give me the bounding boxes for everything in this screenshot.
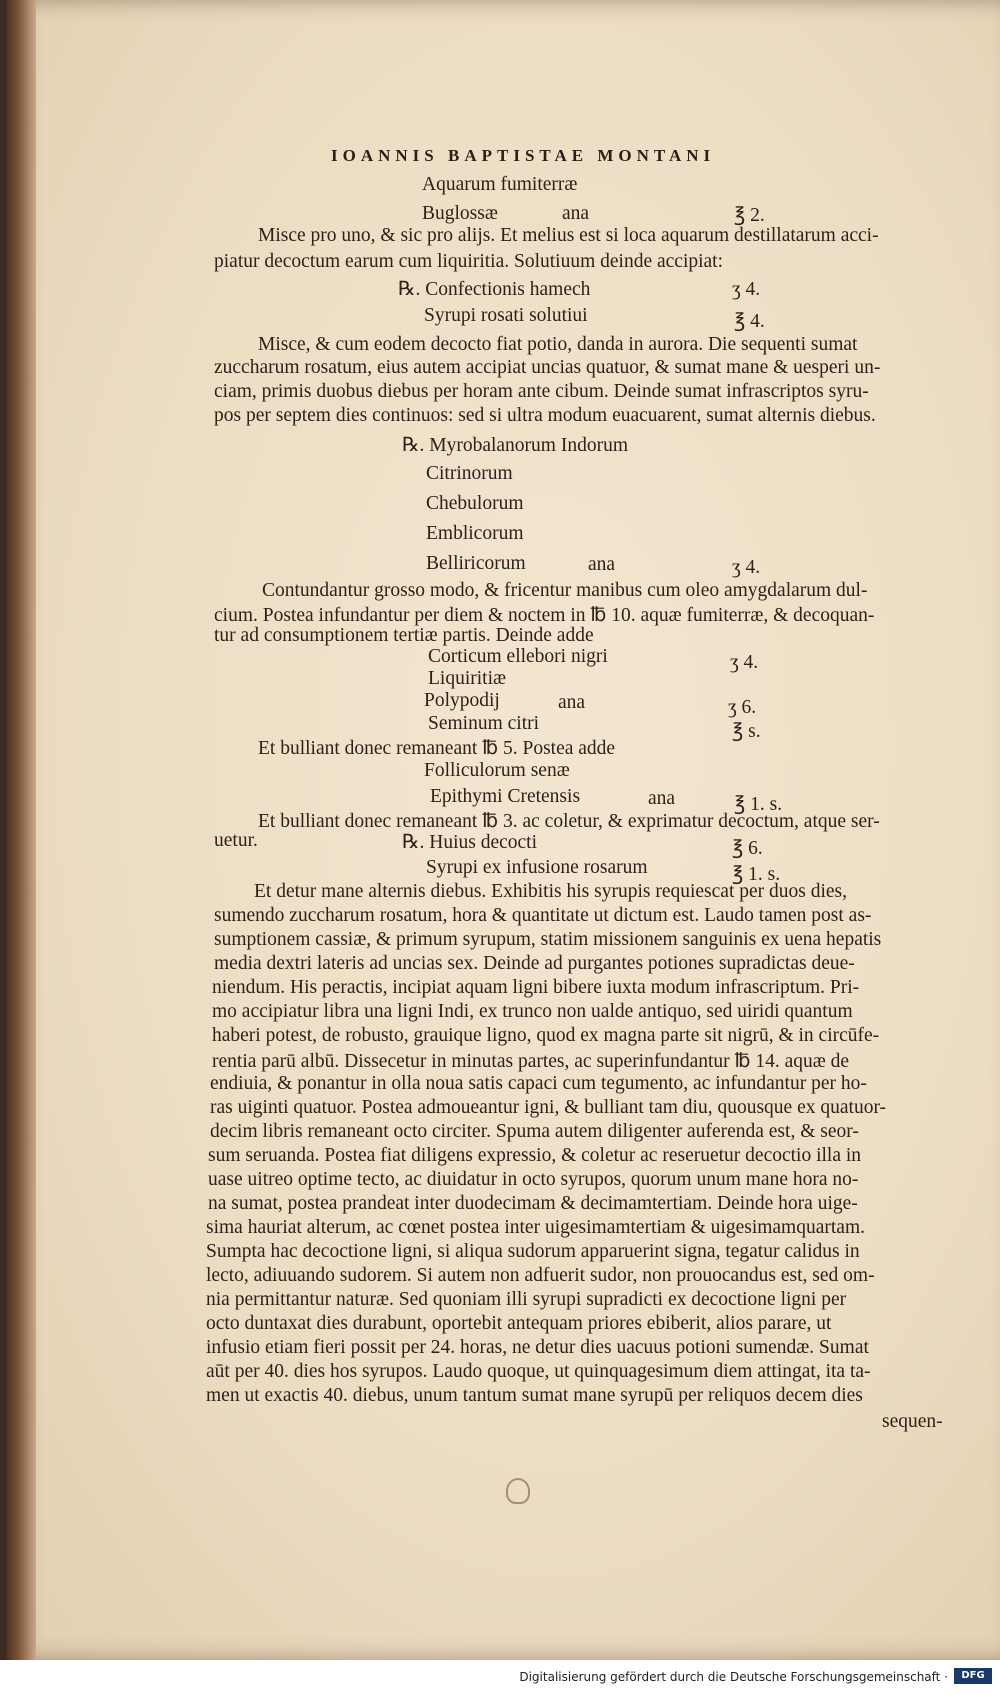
recipe-item: Polypodij bbox=[424, 690, 500, 711]
dfg-logo: DFG bbox=[954, 1668, 992, 1684]
recipe-item: Syrupi rosati solutiui bbox=[424, 305, 588, 326]
running-head: IOANNIS BAPTISTAE MONTANI bbox=[331, 146, 716, 165]
text-line: lecto, adiuuando sudorem. Si autem non adfuerit sudor, non prouocandus est, sed om- bbox=[206, 1265, 875, 1286]
text-line: na sumat, postea prandeat inter duodecimam & decimamtertiam. Deinde hora uige- bbox=[208, 1193, 858, 1214]
text-line: endiuia, & ponantur in olla noua satis capaci cum tegumento, ac infundantur per ho- bbox=[210, 1073, 867, 1094]
recipe-dose: ℥ 6. bbox=[732, 838, 763, 859]
printer-ornament bbox=[506, 1478, 530, 1504]
text-line: aūt per 40. dies hos syrupos. Laudo quoque, ut quinquagesimum diem attingat, ita ta- bbox=[206, 1361, 871, 1382]
recipe-item: Epithymi Cretensis bbox=[430, 786, 581, 807]
recipe-item: Aquarum fumiterræ bbox=[422, 174, 578, 195]
recipe-item: ℞. Huius decocti bbox=[402, 832, 537, 853]
text-line: sum seruanda. Postea fiat diligens expressio, & coletur ac reseruetur decoctio illa in bbox=[208, 1145, 862, 1166]
recipe-dose: ℥ 1. s. bbox=[732, 864, 781, 885]
text-line: sumptionem cassiæ, & primum syrupum, statim missionem sanguinis ex uena hepatis bbox=[214, 929, 882, 950]
recipe-dose: ℥ 1. s. bbox=[734, 794, 783, 815]
recipe-item: Corticum ellebori nigri bbox=[428, 646, 608, 667]
recipe-item: ℞. Myrobalanorum Indorum bbox=[402, 435, 628, 456]
text-line: media dextri lateris ad uncias sex. Deinde ad purgantes potiones supradictas deue- bbox=[214, 953, 855, 974]
text-line: infusio etiam fieri possit per 24. horas, ne detur dies uacuus potioni sumendæ. Sumat bbox=[206, 1337, 869, 1358]
text-line: nia permittantur naturæ. Sed quoniam illi syrupi supradicti ex decoctione ligni per bbox=[206, 1289, 847, 1310]
recipe-dose: ℥ 2. bbox=[734, 205, 765, 226]
text-line: men ut exactis 40. diebus, unum tantum sumat mane syrupū per reliquos decem dies bbox=[206, 1385, 863, 1406]
recipe-dose: ʒ 4. bbox=[732, 279, 761, 300]
recipe-item: Folliculorum senæ bbox=[424, 760, 570, 781]
text-line: sima hauriat alterum, ac cœnet postea inter uigesimamtertiam & uigesimamquartam. bbox=[206, 1217, 865, 1238]
recipe-dose: ʒ 4. bbox=[730, 652, 759, 673]
recipe-item: Belliricorum bbox=[426, 553, 526, 574]
text-line: uetur. bbox=[214, 830, 258, 851]
text-line: mo accipiatur libra una ligni Indi, ex trunco non ualde antiquo, sed uiridi quantum bbox=[212, 1001, 853, 1022]
text-line: sumendo zuccharum rosatum, hora & quantitate ut dictum est. Laudo tamen post as- bbox=[214, 905, 872, 926]
text-line: Et detur mane alternis diebus. Exhibitis his syrupis requiescat per duos dies, bbox=[254, 881, 848, 902]
text-line: Et bulliant donec remaneant ℔ 5. Postea adde bbox=[258, 738, 616, 759]
recipe-item: Seminum citri bbox=[428, 713, 540, 734]
recipe-ana: ana bbox=[562, 203, 590, 224]
recipe-dose: ʒ 4. bbox=[732, 557, 761, 578]
text-line: ras uiginti quatuor. Postea admoueantur igni, & bulliant tam diu, quousque ex quatuor- bbox=[210, 1097, 887, 1118]
text-line: Contundantur grosso modo, & fricentur manibus cum oleo amygdalarum dul- bbox=[262, 580, 868, 601]
recipe-dose: ℥ 4. bbox=[734, 311, 765, 332]
catchword: sequen- bbox=[882, 1411, 943, 1432]
text-line: octo duntaxat dies durabunt, oportebit antequam priores ebiberit, alios parare, ut bbox=[206, 1313, 832, 1334]
text-line: uase uitreo optime tecto, ac diuidatur in octo syrupos, quorum unum mane hora no- bbox=[208, 1169, 859, 1190]
recipe-item: Liquiritiæ bbox=[428, 668, 506, 689]
text-line: zuccharum rosatum, eius autem accipiat uncias quatuor, & sumat mane & uesperi un- bbox=[214, 357, 881, 378]
text-line: Sumpta hac decoctione ligni, si aliqua sudorum apparuerint signa, tegatur calidus in bbox=[206, 1241, 860, 1262]
text-line: pos per septem dies continuos: sed si ultra modum euacuarent, sumat alternis diebus. bbox=[214, 405, 876, 426]
recipe-item: Buglossæ bbox=[422, 203, 498, 224]
recipe-item: Chebulorum bbox=[426, 493, 524, 514]
text-line: piatur decoctum earum cum liquiritia. Solutiuum deinde accipiat: bbox=[214, 251, 724, 272]
recipe-dose: ℥ s. bbox=[732, 721, 761, 742]
funding-notice: Digitalisierung gefördert durch die Deutsche Forschungsgemeinschaft · bbox=[519, 1670, 948, 1684]
text-line: Et bulliant donec remaneant ℔ 3. ac coletur, & exprimatur decoctum, atque ser- bbox=[258, 811, 880, 832]
recipe-item: Emblicorum bbox=[426, 523, 524, 544]
text-line: haberi potest, de robusto, grauique ligno, quod ex magna parte sit nigrū, & in circūfe- bbox=[212, 1025, 880, 1046]
text-line: Misce, & cum eodem decocto fiat potio, danda in aurora. Die sequenti sumat bbox=[258, 334, 858, 355]
text-line: cium. Postea infundantur per diem & noctem in ℔ 10. aquæ fumiterræ, & decoquan- bbox=[214, 605, 875, 626]
text-line: ciam, primis duobus diebus per horam ante cibum. Deinde sumat infrascriptos syru- bbox=[214, 381, 869, 402]
text-line: tur ad consumptionem tertiæ partis. Deinde adde bbox=[214, 625, 594, 646]
footer-bar bbox=[0, 1660, 1000, 1695]
text-line: Misce pro uno, & sic pro alijs. Et melius est si loca aquarum destillatarum acci- bbox=[258, 225, 879, 246]
recipe-item: ℞. Confectionis hamech bbox=[398, 279, 591, 300]
recipe-ana: ana bbox=[558, 692, 586, 713]
recipe-dose: ʒ 6. bbox=[728, 697, 757, 718]
text-line: decim libris remaneant octo circiter. Spuma autem diligenter auferenda est, & seor- bbox=[210, 1121, 859, 1142]
book-page bbox=[6, 0, 1000, 1660]
book-spine bbox=[6, 0, 36, 1660]
recipe-item: Citrinorum bbox=[426, 463, 513, 484]
recipe-ana: ana bbox=[588, 554, 616, 575]
text-line: rentia parū albū. Dissecetur in minutas partes, ac superinfundantur ℔ 14. aquæ de bbox=[212, 1051, 850, 1072]
text-line: niendum. His peractis, incipiat aquam ligni bibere iuxta modum infrascriptum. Pri- bbox=[212, 977, 860, 998]
recipe-item: Syrupi ex infusione rosarum bbox=[426, 857, 648, 878]
recipe-ana: ana bbox=[648, 788, 676, 809]
